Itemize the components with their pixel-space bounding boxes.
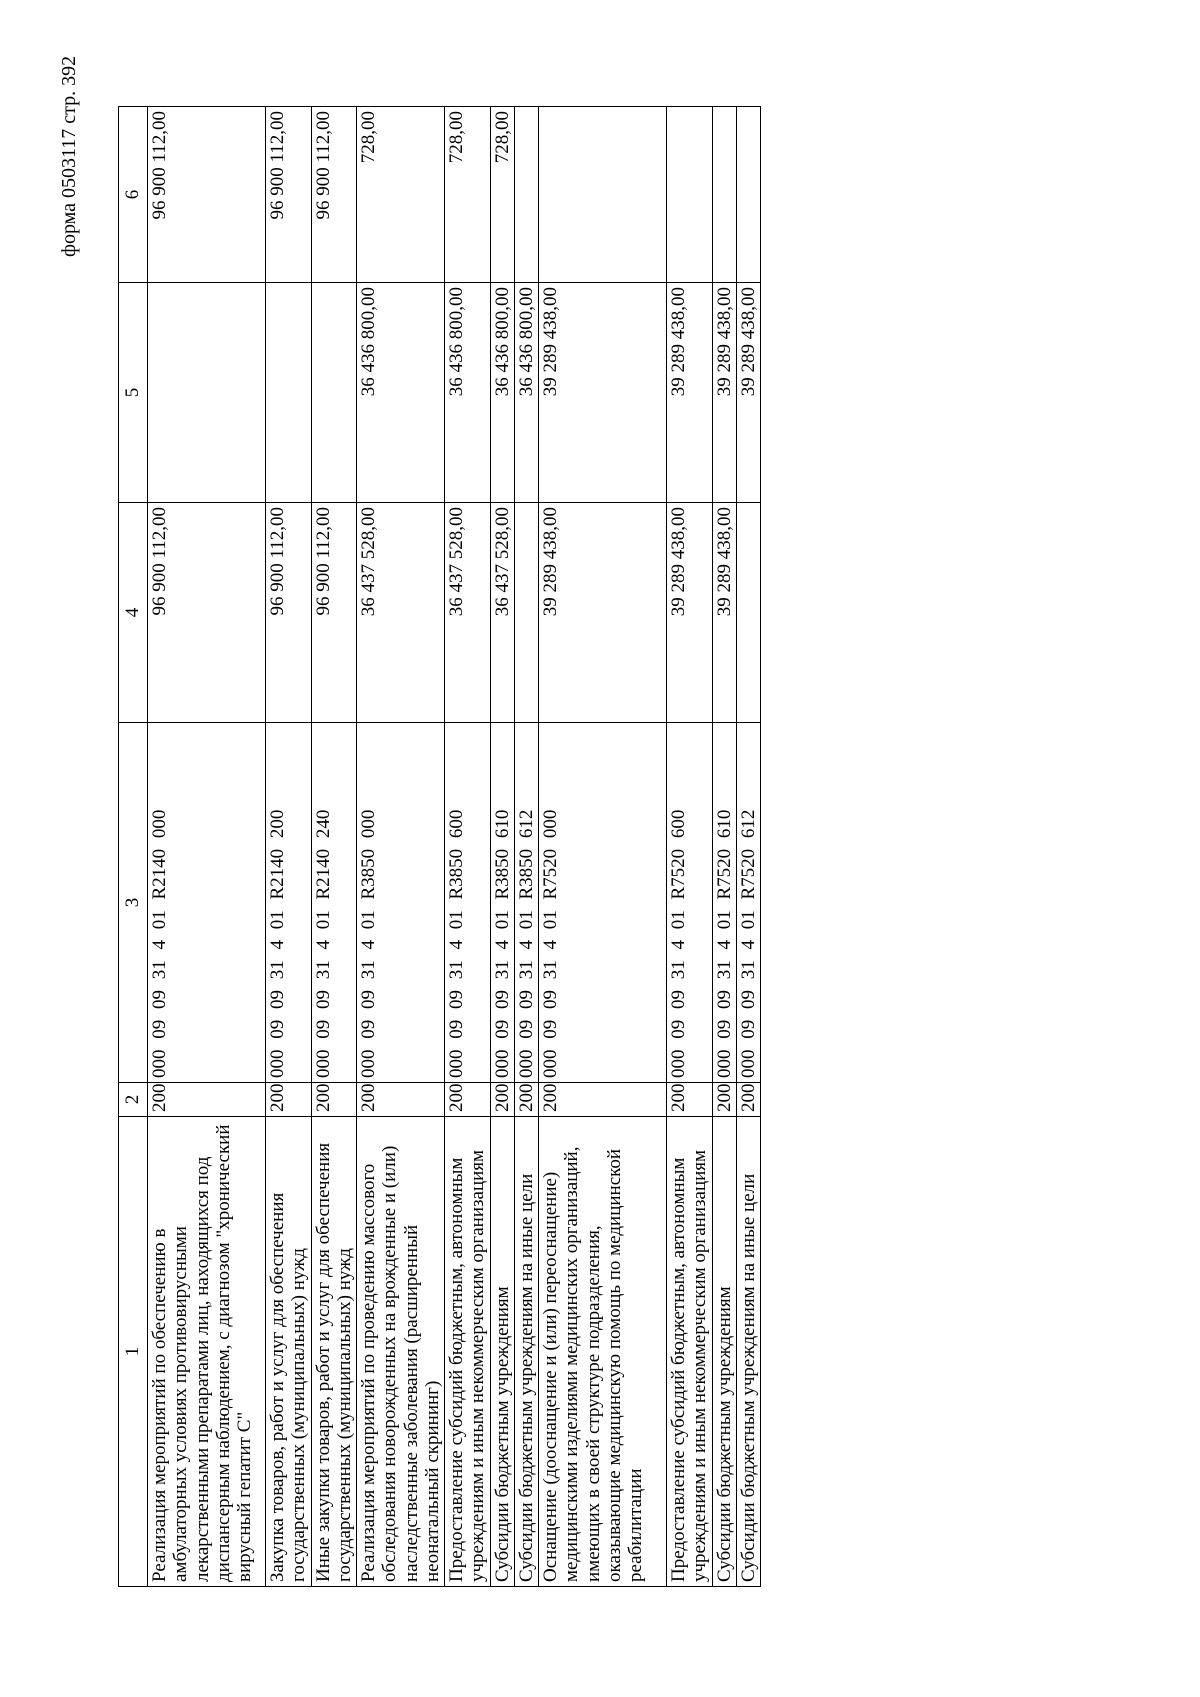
row-name: Оснащение (дооснащение и (или) переоснащение) медицинскими изделиями медицинских организаций, имеющих в своей структуре подразделения, оказывающие медицинскую помощь по медицинской реабилитации (539, 1117, 667, 1587)
row-name: Реализация мероприятий по обеспечению в амбулаторных условиях противовирусными лекарственными препаратами лиц, находящихся под диспансерным наблюдением, с диагнозом "хронический вирусный гепатит С" (148, 1117, 266, 1587)
classification-code: 000 09 09 31 4 01 R2140 200 (266, 723, 312, 1083)
row-name: Субсидии бюджетным учреждениям (712, 1117, 736, 1587)
executed-amount: 39 289 438,00 (736, 283, 760, 503)
line-code: 200 (311, 1083, 357, 1117)
approved-amount: 36 437 528,00 (445, 503, 491, 723)
classification-code: 000 09 09 31 4 01 R7520 612 (736, 723, 760, 1083)
unexecuted-amount (667, 107, 713, 283)
executed-amount: 39 289 438,00 (712, 283, 736, 503)
table-row (445, 107, 491, 1587)
classification-code: 000 09 09 31 4 01 R3850 610 (490, 723, 514, 1083)
column-header: 2 (119, 1083, 148, 1117)
executed-amount: 36 436 800,00 (514, 283, 538, 503)
table-row (266, 107, 312, 1587)
table-row (148, 107, 266, 1587)
row-name: Реализация мероприятий по проведению массового обследования новорожденных на врожденные и (или) наследственные заболевания (расширенный неонатальный скрининг) (357, 1117, 445, 1587)
table-row (667, 107, 713, 1587)
classification-code: 000 09 09 31 4 01 R7520 610 (712, 723, 736, 1083)
executed-amount: 36 436 800,00 (445, 283, 491, 503)
approved-amount: 96 900 112,00 (266, 503, 312, 723)
approved-amount: 39 289 438,00 (667, 503, 713, 723)
classification-code: 000 09 09 31 4 01 R3850 600 (445, 723, 491, 1083)
approved-amount: 36 437 528,00 (357, 503, 445, 723)
executed-amount (266, 283, 312, 503)
approved-amount: 96 900 112,00 (148, 503, 266, 723)
budget-table (118, 106, 761, 1587)
line-code: 200 (514, 1083, 538, 1117)
approved-amount: 39 289 438,00 (539, 503, 667, 723)
unexecuted-amount: 96 900 112,00 (266, 107, 312, 283)
table-row (311, 107, 357, 1587)
line-code: 200 (667, 1083, 713, 1117)
line-code: 200 (490, 1083, 514, 1117)
column-header: 1 (119, 1117, 148, 1587)
unexecuted-amount: 96 900 112,00 (311, 107, 357, 283)
table-row (712, 107, 736, 1587)
column-header: 6 (119, 107, 148, 283)
approved-amount: 36 437 528,00 (490, 503, 514, 723)
table-row (539, 107, 667, 1587)
row-name: Предоставление субсидий бюджетным, автономным учреждениям и иным некоммерческим организациям (445, 1117, 491, 1587)
table-row (736, 107, 760, 1587)
unexecuted-amount (712, 107, 736, 283)
column-header: 5 (119, 283, 148, 503)
line-code: 200 (736, 1083, 760, 1117)
row-name: Предоставление субсидий бюджетным, автономным учреждениям и иным некоммерческим организациям (667, 1117, 713, 1587)
approved-amount (514, 503, 538, 723)
unexecuted-amount (514, 107, 538, 283)
approved-amount: 96 900 112,00 (311, 503, 357, 723)
row-name: Иные закупки товаров, работ и услуг для обеспечения государственных (муниципальных) нужд (311, 1117, 357, 1587)
classification-code: 000 09 09 31 4 01 R2140 000 (148, 723, 266, 1083)
approved-amount: 39 289 438,00 (712, 503, 736, 723)
unexecuted-amount: 728,00 (357, 107, 445, 283)
row-name: Субсидии бюджетным учреждениям на иные цели (736, 1117, 760, 1587)
executed-amount: 36 436 800,00 (357, 283, 445, 503)
approved-amount (736, 503, 760, 723)
unexecuted-amount (736, 107, 760, 283)
line-code: 200 (445, 1083, 491, 1117)
table-row (514, 107, 538, 1587)
table-row (357, 107, 445, 1587)
classification-code: 000 09 09 31 4 01 R7520 600 (667, 723, 713, 1083)
line-code: 200 (539, 1083, 667, 1117)
line-code: 200 (357, 1083, 445, 1117)
line-code: 200 (712, 1083, 736, 1117)
column-header: 4 (119, 503, 148, 723)
column-header: 3 (119, 723, 148, 1083)
form-code: форма 0503117 стр. 392 (58, 55, 80, 257)
line-code: 200 (148, 1083, 266, 1117)
row-name: Субсидии бюджетным учреждениям на иные цели (514, 1117, 538, 1587)
column-number-row (119, 107, 148, 1587)
row-name: Субсидии бюджетным учреждениям (490, 1117, 514, 1587)
table-row (490, 107, 514, 1587)
unexecuted-amount (539, 107, 667, 283)
executed-amount: 36 436 800,00 (490, 283, 514, 503)
executed-amount (311, 283, 357, 503)
classification-code: 000 09 09 31 4 01 R3850 000 (357, 723, 445, 1083)
classification-code: 000 09 09 31 4 01 R2140 240 (311, 723, 357, 1083)
unexecuted-amount: 96 900 112,00 (148, 107, 266, 283)
line-code: 200 (266, 1083, 312, 1117)
unexecuted-amount: 728,00 (490, 107, 514, 283)
classification-code: 000 09 09 31 4 01 R7520 000 (539, 723, 667, 1083)
row-name: Закупка товаров, работ и услуг для обеспечения государственных (муниципальных) нужд (266, 1117, 312, 1587)
unexecuted-amount: 728,00 (445, 107, 491, 283)
executed-amount: 39 289 438,00 (667, 283, 713, 503)
executed-amount: 39 289 438,00 (539, 283, 667, 503)
classification-code: 000 09 09 31 4 01 R3850 612 (514, 723, 538, 1083)
executed-amount (148, 283, 266, 503)
